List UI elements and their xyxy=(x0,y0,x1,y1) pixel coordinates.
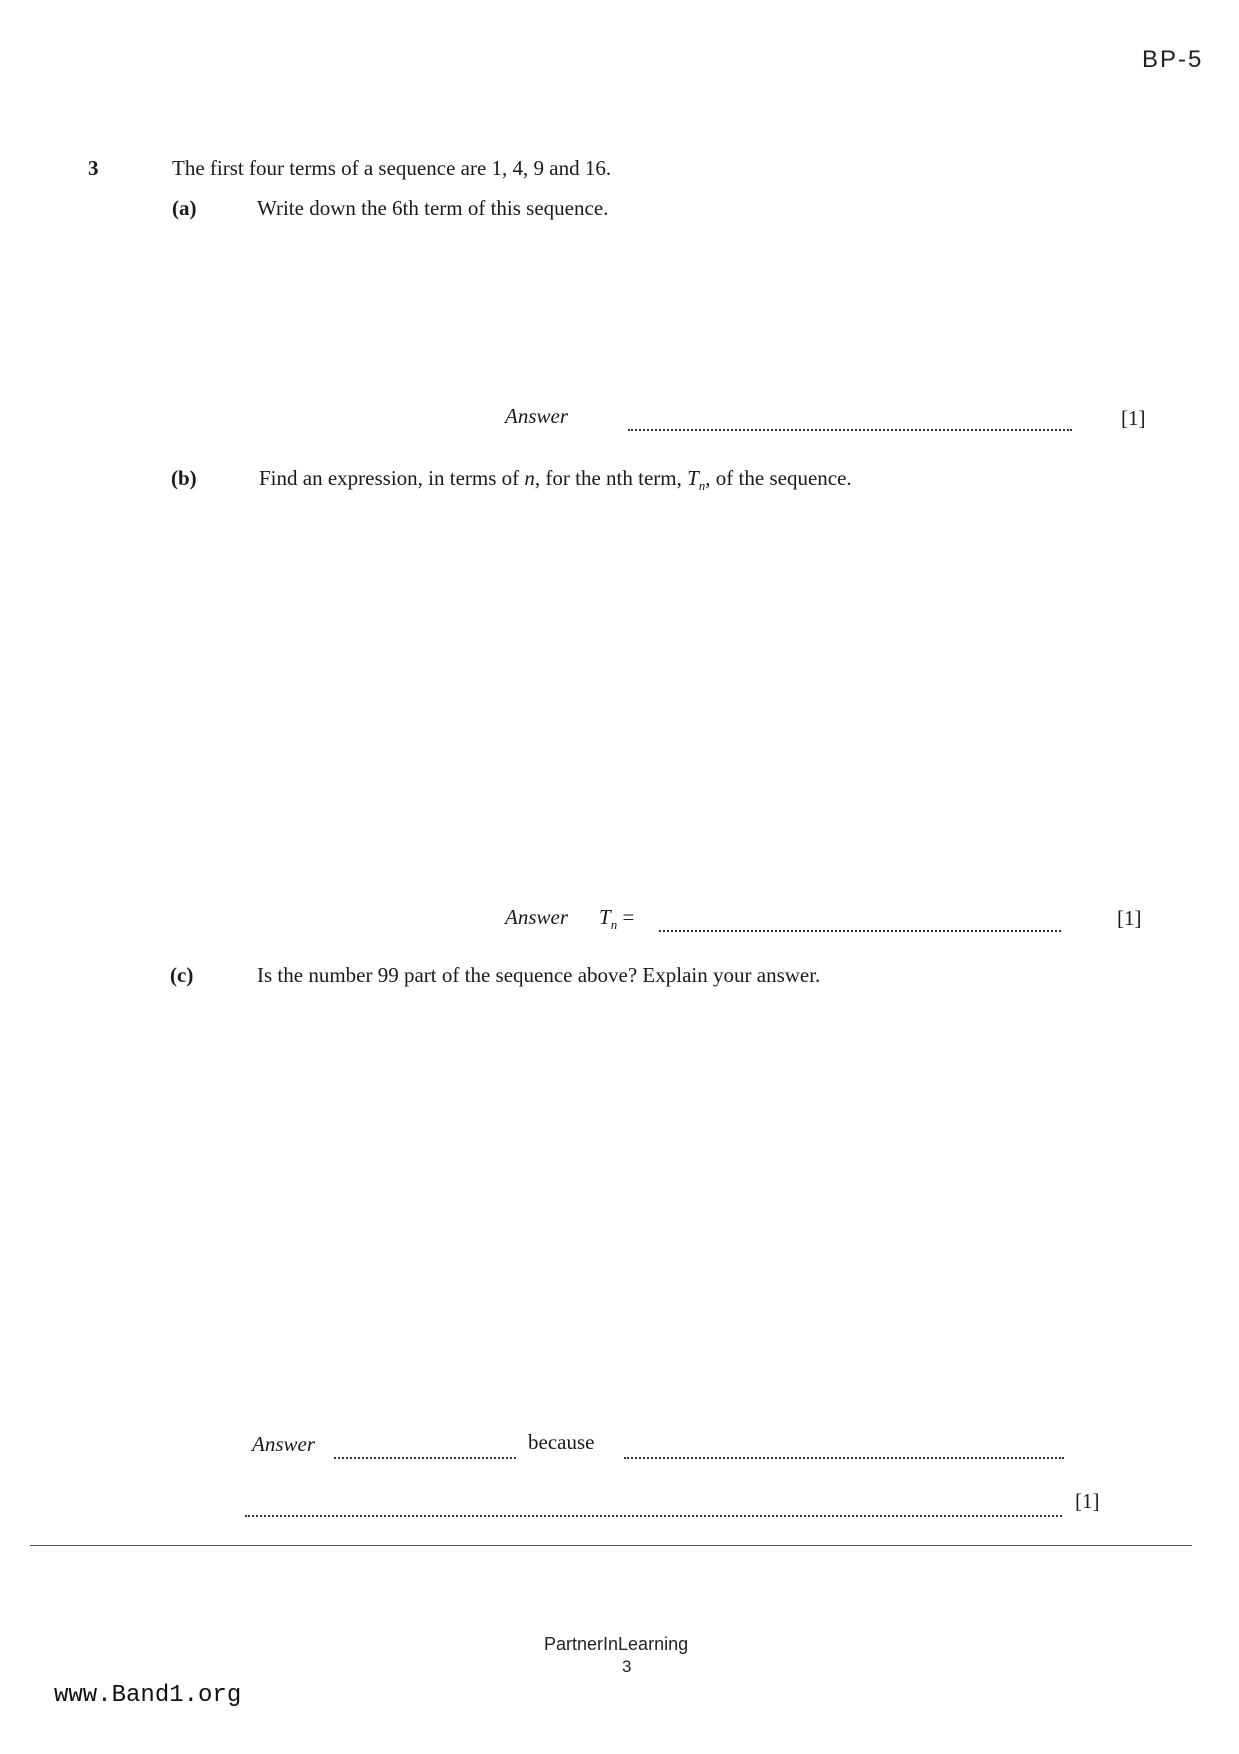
part-c-answer-line[interactable] xyxy=(334,1457,516,1459)
part-b-var-n: n xyxy=(524,466,535,490)
footer-rule xyxy=(30,1545,1192,1546)
part-b-answer-label: Answer xyxy=(505,905,568,929)
part-c-reason-line-2[interactable] xyxy=(245,1515,1062,1517)
part-b-text-2: , for the nth term, xyxy=(534,466,688,490)
part-b-text-1: Find an expression, in terms of xyxy=(259,466,525,490)
part-a-label: (a) xyxy=(172,196,197,220)
footer-website[interactable]: www.Band1.org xyxy=(54,1682,242,1709)
part-c-label: (c) xyxy=(170,963,194,987)
part-b-answer-line[interactable] xyxy=(659,930,1061,932)
question-stem: The first four terms of a sequence are 1, 4, 9 and 16. xyxy=(172,156,612,180)
part-c-reason-line-1[interactable] xyxy=(624,1457,1064,1459)
part-c-marks: [1] xyxy=(1075,1489,1100,1513)
part-a-text: Write down the 6th term of this sequence. xyxy=(257,196,609,220)
part-b-text-3: , of the sequence. xyxy=(705,466,852,490)
part-b-answer-eq: = xyxy=(622,905,635,929)
part-a-answer-line[interactable] xyxy=(628,429,1072,431)
part-a-marks: [1] xyxy=(1121,406,1146,430)
part-c-because: because xyxy=(528,1430,595,1454)
part-c-text: Is the number 99 part of the sequence above? Explain your answer. xyxy=(257,963,821,987)
page-code: BP-5 xyxy=(1142,46,1204,73)
part-b-answer-formula xyxy=(599,905,634,933)
part-c-answer-label: Answer xyxy=(252,1432,315,1456)
part-b-answer-var: T xyxy=(599,905,611,929)
part-b-sub-n: n xyxy=(698,478,706,494)
part-b-marks: [1] xyxy=(1117,906,1142,930)
question-number: 3 xyxy=(88,156,99,180)
part-a-answer-label: Answer xyxy=(505,404,568,428)
part-b-label: (b) xyxy=(171,466,197,490)
footer-page-number: 3 xyxy=(622,1657,632,1676)
footer-publisher: PartnerInLearning xyxy=(544,1634,689,1654)
part-b-text xyxy=(259,466,852,494)
part-b-var-t: T xyxy=(687,466,699,490)
part-b-answer-sub: n xyxy=(610,917,618,933)
